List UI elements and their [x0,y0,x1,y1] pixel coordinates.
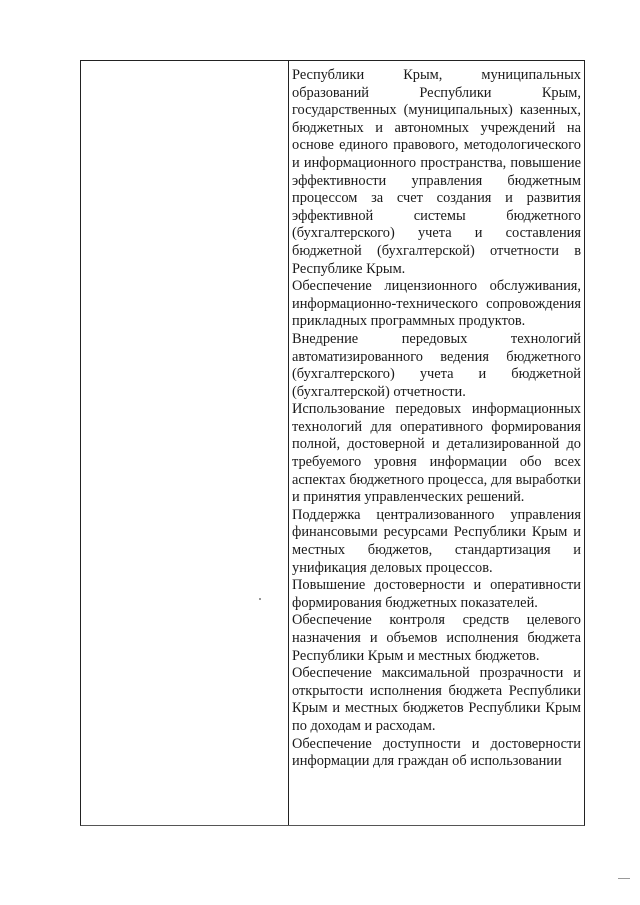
column-divider [288,61,289,825]
scan-speck [259,598,261,600]
paragraph-3: Внедрение передовых технологий автоматизированного ведения бюджетного (бухгалтерского) учета и бюджетной (бухгалтерской) отчетности. [292,330,581,400]
paragraph-5: Поддержка централизованного управления финансовыми ресурсами Республики Крым и местных бюджетов, стандартизация и унификация деловых процессов. [292,506,581,576]
paragraph-8: Обеспечение максимальной прозрачности и открытости исполнения бюджета Республики Крым и местных бюджетов Республики Крым по доходам и расходам. [292,665,581,734]
table-left-cell [81,61,288,825]
paragraph-1: Республики Крым, муниципальных образований Республики Крым, государственных (муниципальных) казенных, бюджетных и автономных учреждений на основе единого правового, методологического и информационного пространства, повышение эффективности управления бюджетным процессом за счет создания и развития эффективной системы бюджетного (бухгалтерского) учета и составления бюджетной (бухгалтерской) отчетности в Республике Крым. [292,67,581,277]
scan-artifact [618,878,630,879]
paragraph-7: Обеспечение контроля средств целевого назначения и объемов исполнения бюджета Республики Крым и местных бюджетов. [292,612,581,664]
document-table [80,60,585,826]
table-right-cell [292,67,581,771]
paragraph-2: Обеспечение лицензионного обслуживания, информационно-технического сопровождения прикладных программных продуктов. [292,278,581,330]
paragraph-9: Обеспечение доступности и достоверности информации для граждан об использовании [292,735,581,770]
paragraph-4: Использование передовых информационных технологий для оперативного формирования полной, достоверной и детализированной до требуемого уровня информации обо всех аспектах бюджетного процесса, для выработки и принятия управленческих решений. [292,401,581,506]
paragraph-6: Повышение достоверности и оперативности формирования бюджетных показателей. [292,577,581,611]
